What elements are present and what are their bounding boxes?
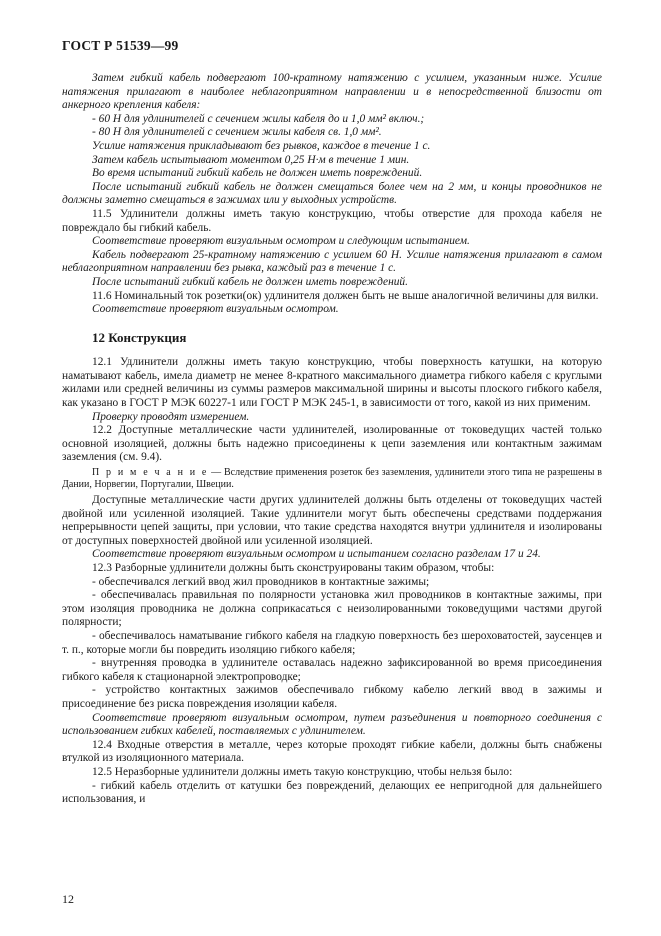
list-item: - 60 Н для удлинителей с сечением жилы кабеля до и 1,0 мм² включ.;	[92, 112, 425, 125]
paragraph: Усилие натяжения прикладывают без рывков, каждое в течение 1 с.	[92, 139, 431, 152]
paragraph: После испытаний гибкий кабель не должен иметь повреждений.	[92, 275, 408, 288]
paragraph: Соответствие проверяют визуальным осмотром.	[92, 303, 339, 316]
section-title: 12 Конструкция	[92, 329, 187, 345]
clause-11-5: 11.5 Удлинители должны иметь такую конструкцию, чтобы отверстие для прохода кабеля не повреждало бы гибкий кабель.	[62, 207, 602, 234]
list-item: - гибкий кабель отделить от катушки без повреждений, делающих ее непригодной для дальнейшего использования, и	[62, 779, 602, 806]
list-item: - 80 Н для удлинителей с сечением жилы кабеля св. 1,0 мм².	[92, 126, 382, 139]
clause-12-5: 12.5 Неразборные удлинители должны иметь такую конструкцию, чтобы нельзя было:	[92, 765, 513, 778]
note-label: П р и м е ч а н и е	[92, 467, 209, 479]
list-item: - внутренняя проводка в удлинителе оставалась надежно зафиксированной во время присоединения гибкого кабеля к стационарной электропроводке;	[62, 657, 602, 683]
paragraph: Соответствие проверяют визуальным осмотром, путем разъединения и повторного соединения с использованием гибких кабелей, поставляемых с удлинителем.	[62, 711, 602, 738]
paragraph: После испытаний гибкий кабель не должен смещаться более чем на 2 мм, и концы проводников не должны заметно смещаться в зажимах или у выходных устройств.	[62, 180, 602, 207]
paragraph: Во время испытаний гибкий кабель не должен иметь повреждений.	[92, 167, 423, 180]
clause-11-6: 11.6 Номинальный ток розетки(ок) удлинителя должен быть не выше аналогичной величины для вилки.	[92, 289, 599, 302]
clause-12-3: 12.3 Разборные удлинители должны быть сконструированы таким образом, чтобы:	[92, 562, 495, 574]
list-item: - обеспечивалась правильная по полярности установка жил проводников в контактные зажимы, при этом изоляция проводника не должна соприкасаться с неизолированными токоведущими частями другой полярности;	[62, 589, 602, 629]
page-number: 12	[62, 892, 74, 906]
note	[62, 467, 602, 491]
list-item: - обеспечивалось наматывание гибкого кабеля на гладкую поверхность без шероховатостей, заусенцев и т. п., которые могли бы повредить изоляцию гибкого кабеля;	[62, 629, 602, 656]
page-body	[62, 72, 602, 807]
paragraph: Доступные металлические части других удлинителей должны быть отделены от токоведущих частей двойной или усиленной изоляцией. Такие удлинители могут быть обеспечены средствами поддержания непрерывности цепей защиты, при условии, что такие средства находятся внутри удлинителя и изолированы от доступных поверхностей двойной или усиленной изоляцией.	[62, 494, 602, 547]
document-header: ГОСТ Р 51539—99	[62, 38, 179, 53]
clause-12-1: 12.1 Удлинители должны иметь такую конструкцию, чтобы поверхность катушки, на которую наматывают кабель, имела диаметр не менее 8-кратного максимального диаметра гибкого кабеля с круглыми жилами или средней величины из суммы размеров максимальной ширины и высоты плоского гибкого кабеля, как указано в ГОСТ Р МЭК 60227-1 или ГОСТ Р МЭК 245-1, в зависимости от того, какой из них применим.	[62, 356, 602, 410]
clause-12-4: 12.4 Входные отверстия в металле, через которые проходят гибкие кабели, должны быть снабжены втулкой из изоляционного материала.	[62, 738, 602, 765]
paragraph: Затем гибкий кабель подвергают 100-кратному натяжению с усилием, указанным ниже. Усилие натяжения прилагают в наиболее неблагоприятном направлении и в непосредственной близости от анкерного крепления кабеля:	[62, 72, 602, 112]
paragraph: Затем кабель испытывают моментом 0,25 Н·м в течение 1 мин.	[92, 153, 410, 166]
list-item: - обеспечивался легкий ввод жил проводников в контактные зажимы;	[92, 575, 430, 588]
clause-12-2: 12.2 Доступные металлические части удлинителей, изолированные от токоведущих частей только основной изоляцией, должны быть надежно присоединены к цепи заземления или контактным зажимам заземления (см. 9.4).	[62, 424, 602, 464]
paragraph: Кабель подвергают 25-кратному натяжению с усилием 60 Н. Усилие натяжения прилагают в самом неблагоприятном направлении без рывка, каждый раз в течение 1 с.	[62, 248, 602, 275]
paragraph: Соответствие проверяют визуальным осмотром и следующим испытанием.	[92, 235, 470, 248]
paragraph: Соответствие проверяют визуальным осмотром и испытанием согласно разделам 17 и 24.	[92, 548, 541, 561]
note-text: — Вследствие применения розеток без заземления, удлинители этого типа не разрешены в Дании, Норвегии, Португалии, Швеции.	[62, 467, 602, 491]
list-item: - устройство контактных зажимов обеспечивало гибкому кабелю легкий ввод в зажимы и присоединение без риска повреждения изоляции кабеля.	[62, 684, 602, 710]
paragraph: Проверку проводят измерением.	[92, 410, 250, 423]
